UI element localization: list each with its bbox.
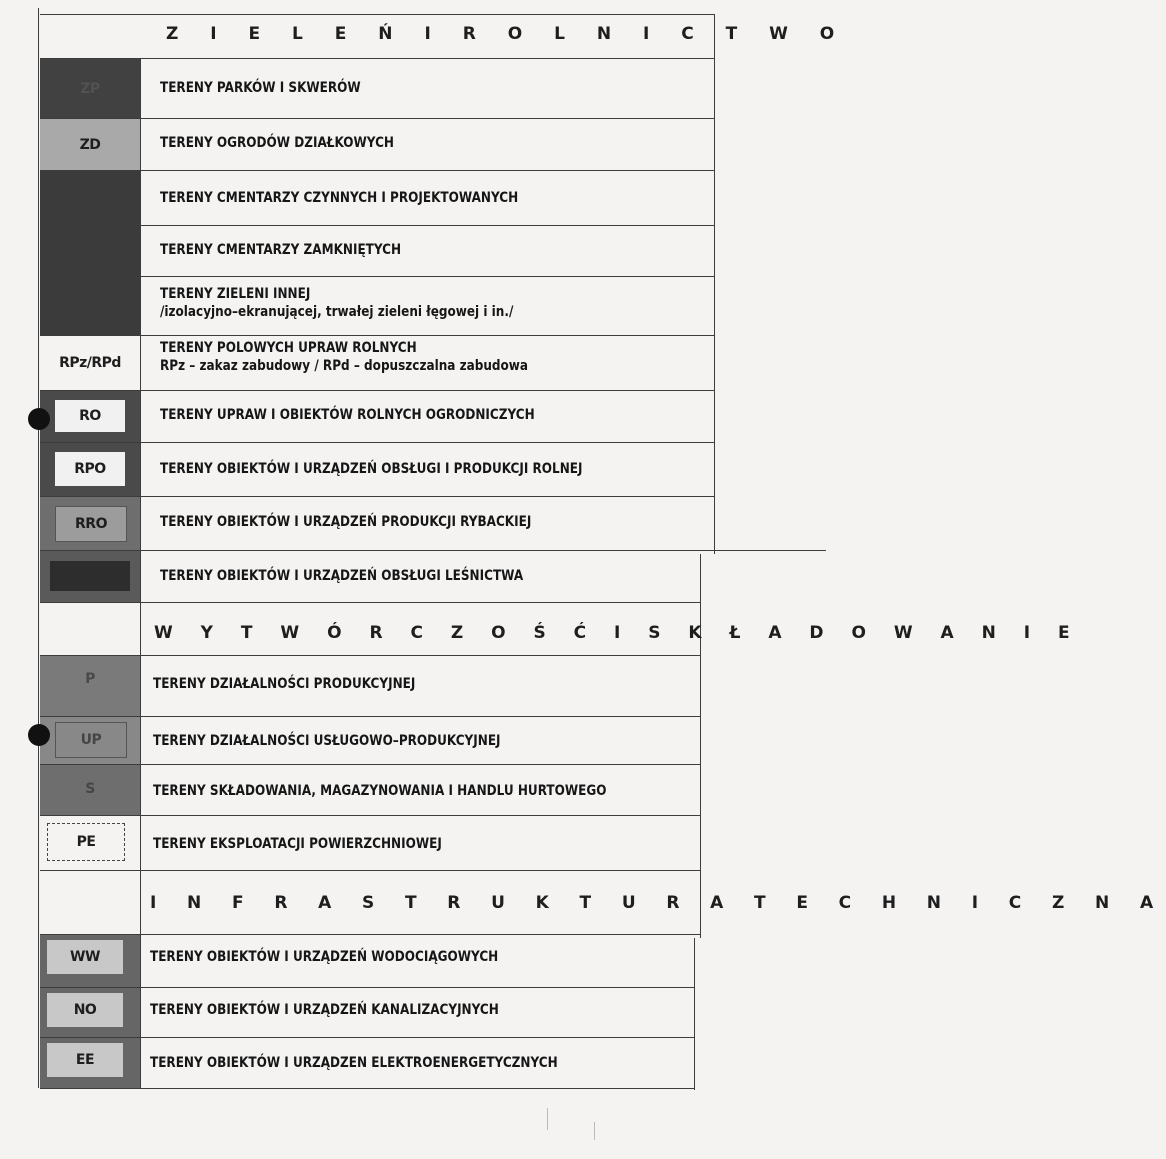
table-left-border: [38, 8, 39, 1088]
table-right-border-bottom: [694, 938, 695, 1090]
scan-mark: [594, 1122, 595, 1140]
row-description: TERENY OBIEKTÓW I URZĄDZEŃ WODOCIĄGOWYCH: [150, 949, 499, 965]
row-description: TERENY CMENTARZY ZAMKNIĘTYCH: [160, 242, 402, 258]
row-description: TERENY OGRODÓW DZIAŁKOWYCH: [160, 135, 395, 151]
code-label: S: [85, 781, 95, 797]
rule: [40, 1088, 694, 1089]
rule: [40, 496, 714, 497]
row-description: TERENY OBIEKTÓW I URZĄDZEŃ PRODUKCJI RYBACKIEJ: [160, 514, 532, 530]
row-description-line1: TERENY ZIELENI INNEJ: [160, 286, 311, 302]
section-heading-zielen: Z I E L E Ń I R O L N I C T W O: [166, 24, 848, 44]
row-description: TERENY EKSPLOATACJI POWIERZCHNIOWEJ: [153, 836, 442, 852]
code-label: [40, 225, 140, 276]
row-description: TERENY OBIEKTÓW I URZĄDZEŃ KANALIZACYJNYCH: [150, 1002, 499, 1018]
rule: [40, 118, 714, 119]
rule: [40, 870, 700, 871]
rule: [40, 550, 826, 551]
rule: [40, 58, 714, 59]
row-description: TERENY OBIEKTÓW I URZĄDZEŃ OBSŁUGI I PRODUKCJI ROLNEJ: [160, 461, 583, 477]
rule: [40, 335, 714, 336]
code-label: [40, 276, 140, 335]
code-label: UP: [55, 722, 127, 758]
rule: [40, 14, 714, 15]
table-right-border-mid: [700, 554, 701, 938]
row-description: TERENY OBIEKTÓW I URZĄDZEŃ OBSŁUGI LEŚNICTWA: [160, 568, 524, 584]
punch-hole-top: [28, 408, 50, 430]
row-description-line2: /izolacyjno–ekranującej, trwałej zieleni łęgowej i in./: [160, 303, 514, 320]
table-right-border-top: [714, 14, 715, 554]
code-label: WW: [47, 940, 123, 974]
rule: [40, 390, 714, 391]
code-label: RO: [55, 400, 125, 432]
code-label: ZD: [79, 136, 101, 153]
rule: [140, 225, 714, 226]
row-description: TERENY CMENTARZY CZYNNYCH I PROJEKTOWANYCH: [160, 190, 519, 206]
rule: [40, 602, 700, 603]
code-label: EE: [47, 1043, 123, 1077]
row-description: [160, 340, 528, 375]
section-heading-wytworczosc: W Y T W Ó R C Z O Ś Ć I S K Ł A D O W A N I E: [154, 623, 1081, 643]
row-description-line2: RPz – zakaz zabudowy / RPd – dopuszczalna zabudowa: [160, 357, 529, 374]
code-label: ZP: [80, 80, 100, 97]
rule: [140, 276, 714, 277]
row-description: TERENY DZIAŁALNOŚCI PRODUKCYJNEJ: [153, 676, 416, 692]
code-label: RRO: [55, 506, 127, 542]
row-description: TERENY UPRAW I OBIEKTÓW ROLNYCH OGRODNICZYCH: [160, 407, 535, 423]
code-label: P: [85, 670, 95, 687]
rule: [40, 442, 714, 443]
code-label: NO: [47, 993, 123, 1027]
row-description: TERENY SKŁADOWANIA, MAGAZYNOWANIA I HANDLU HURTOWEGO: [153, 783, 607, 799]
scan-mark: [547, 1108, 548, 1130]
row-description-line1: TERENY POLOWYCH UPRAW ROLNYCH: [160, 340, 417, 356]
row-description: [160, 286, 513, 321]
section-heading-infrastruktura: I N F R A S T R U K T U R A T E C H N I C Z N A: [150, 893, 1166, 913]
code-label: RPO: [55, 452, 125, 486]
row-description: TERENY OBIEKTÓW I URZĄDZEN ELEKTROENERGETYCZNYCH: [150, 1055, 558, 1071]
row-description: TERENY DZIAŁALNOŚCI USŁUGOWO–PRODUKCYJNEJ: [153, 733, 501, 749]
code-label: RPz/RPd: [59, 355, 121, 371]
rule: [40, 170, 714, 171]
code-label: [40, 551, 140, 602]
row-description: TERENY PARKÓW I SKWERÓW: [160, 80, 361, 96]
punch-hole-bottom: [28, 724, 50, 746]
rule: [40, 815, 700, 816]
code-label: PE: [47, 823, 125, 861]
code-label: [40, 171, 140, 225]
